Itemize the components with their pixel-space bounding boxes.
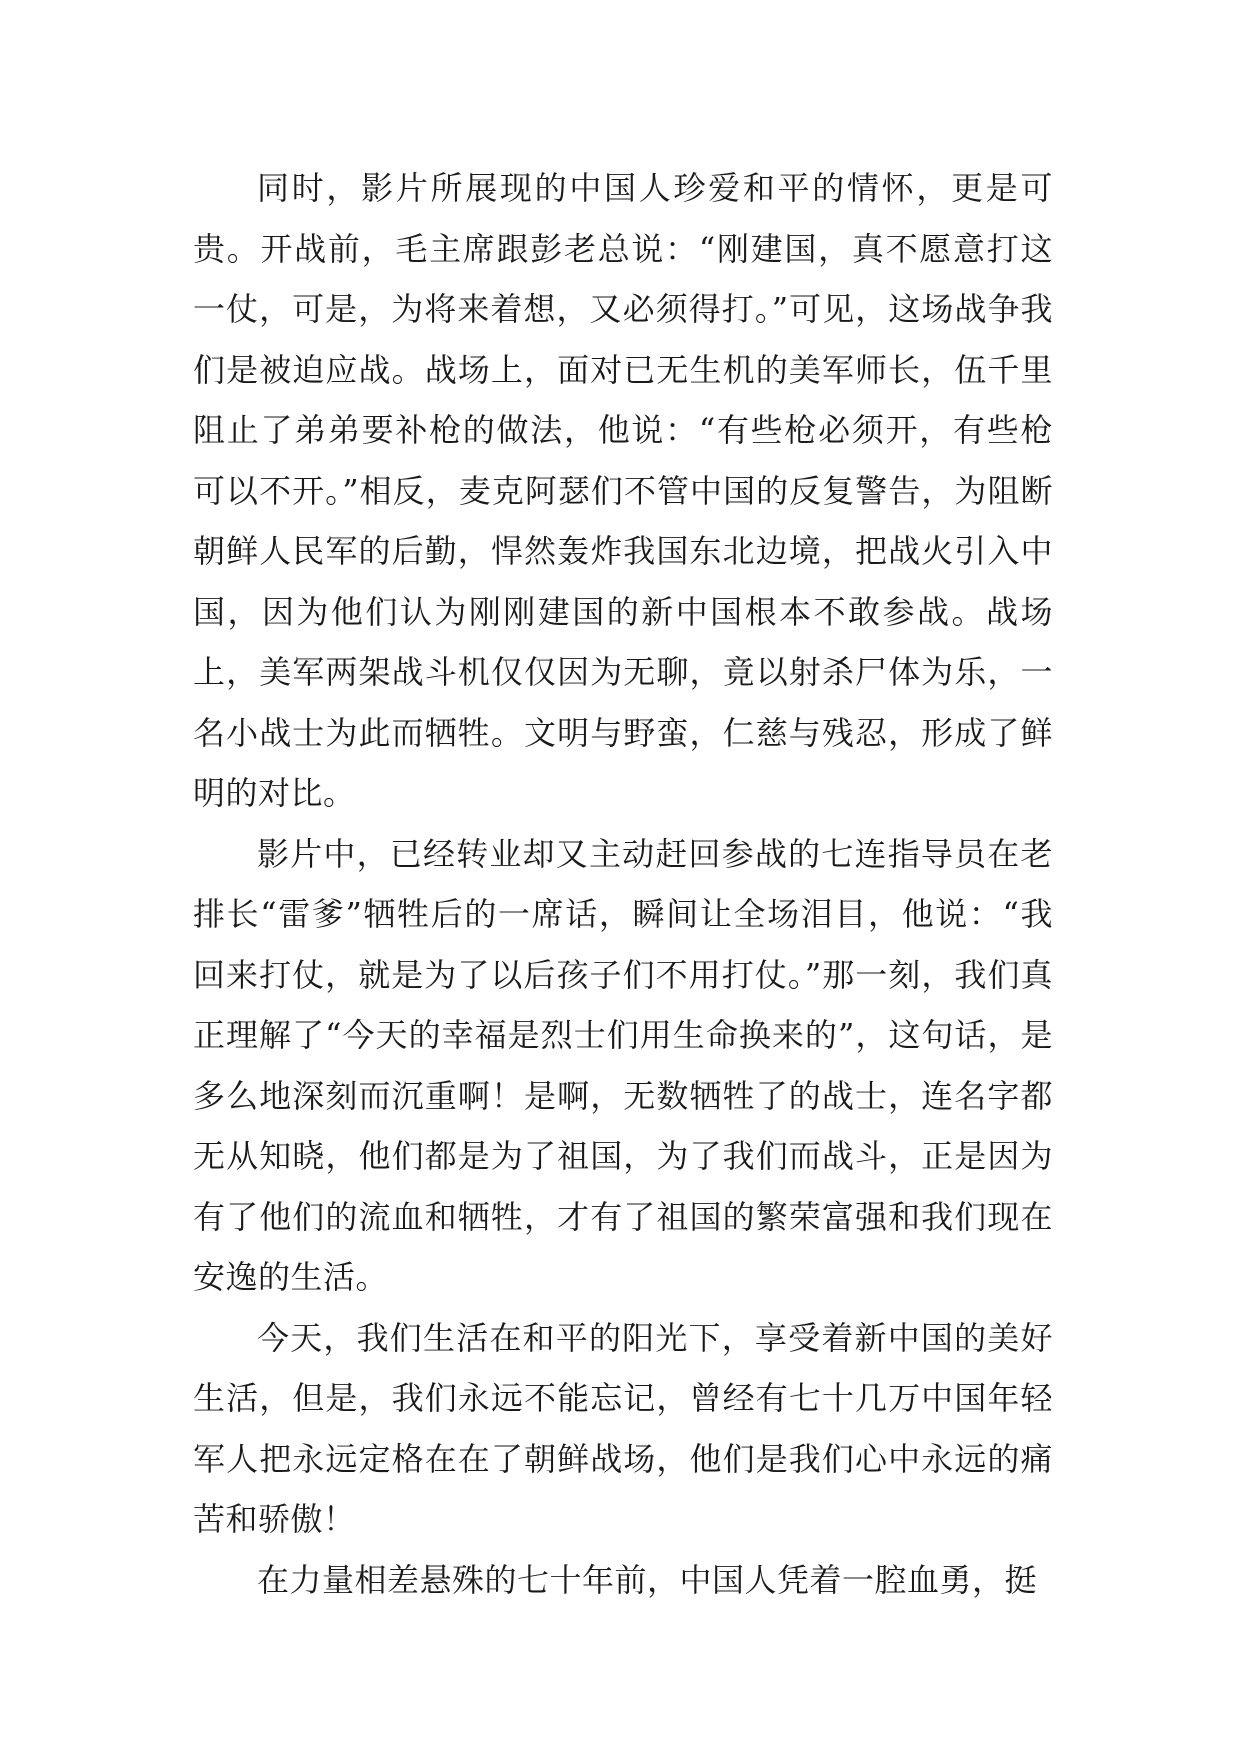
paragraph-instructor-speech: 影片中，已经转业却又主动赶回参战的七连指导员在老排长“雷爹”牺牲后的一席话，瞬间让全场泪目，他说：“我回来打仗，就是为了以后孩子们不用打仗。”那一刻，我们真正理解了“今天的幸福是烈士们用生命换来的”，这句话，是多么地深刻而沉重啊！是啊，无数牺牲了的战士，连名字都无从知晓，他们都是为了祖国，为了我们而战斗，正是因为有了他们的流血和牺牲，才有了祖国的繁荣富强和我们现在安逸的生活。 (193, 834, 1053, 1296)
paragraph-seventy-years: 在力量相差悬殊的七十年前，中国人凭着一腔血勇，挺 (257, 1560, 1038, 1599)
paragraph-remember: 今天，我们生活在和平的阳光下，享受着新中国的美好生活，但是，我们永远不能忘记，曾经有七十几万中国年轻军人把永远定格在在了朝鲜战场，他们是我们心中永远的痛苦和骄傲！ (193, 1318, 1053, 1538)
paragraph-peace: 同时，影片所展现的中国人珍爱和平的情怀，更是可贵。开战前，毛主席跟彭老总说：“刚建国，真不愿意打这一仗，可是，为将来着想，又必须得打。”可见，这场战争我们是被迫应战。战场上，面对已无生机的美军师长，伍千里阻止了弟弟要补枪的做法，他说：“有些枪必须开，有些枪可以不开。”相反，麦克阿瑟们不管中国的反复警告，为阻断朝鲜人民军的后勤，悍然轰炸我国东北边境，把战火引入中国，因为他们认为刚刚建国的新中国根本不敢参战。战场上，美军两架战斗机仅仅因为无聊，竟以射杀尸体为乐，一名小战士为此而牺牲。文明与野蛮，仁慈与残忍，形成了鲜明的对比。 (193, 169, 1053, 812)
document-body (193, 158, 1053, 1610)
